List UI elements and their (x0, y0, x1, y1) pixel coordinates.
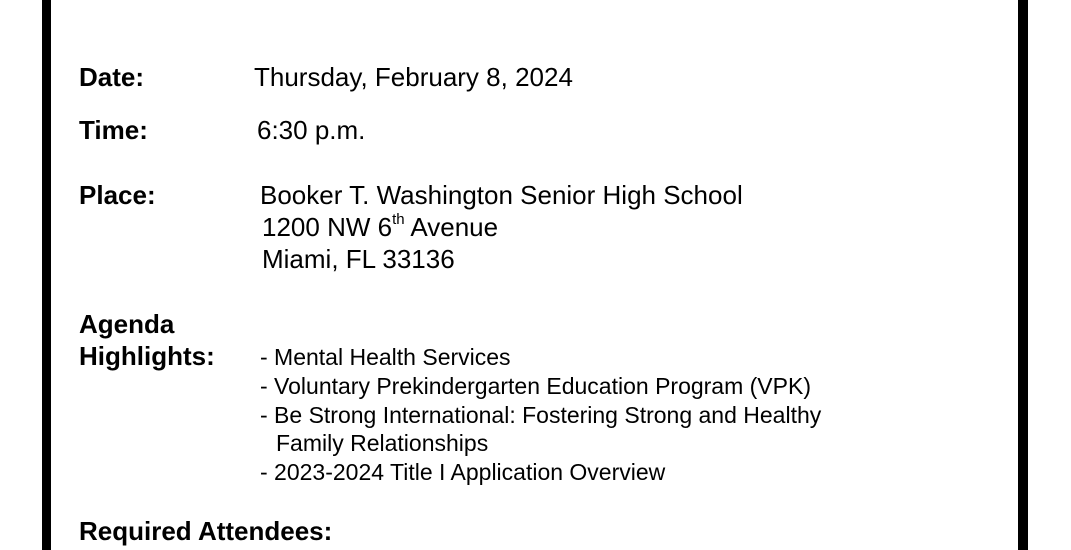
required-attendees-label: Required Attendees: (79, 516, 333, 546)
place-address-avenue: Avenue (404, 212, 499, 242)
place-address-street: 1200 NW 6 (262, 212, 393, 242)
agenda-item-continuation: Family Relationships (276, 430, 489, 456)
page-border-left (42, 0, 51, 550)
agenda-item: - Mental Health Services (260, 344, 511, 370)
page-border-right (1018, 0, 1028, 550)
place-name: Booker T. Washington Senior High School (260, 180, 743, 210)
date-value: Thursday, February 8, 2024 (254, 62, 573, 92)
place-address-ordinal: th (392, 211, 405, 229)
highlights-label: Highlights: (79, 341, 215, 371)
place-city: Miami, FL 33136 (262, 244, 455, 274)
date-label: Date: (79, 62, 145, 92)
agenda-label: Agenda (79, 309, 175, 339)
time-label: Time: (79, 115, 148, 145)
time-value: 6:30 p.m. (257, 115, 366, 145)
agenda-item: - Voluntary Prekindergarten Education Program (VPK) (260, 373, 811, 399)
agenda-item: - Be Strong International: Fostering Strong and Healthy (260, 402, 822, 428)
place-label: Place: (79, 180, 156, 210)
agenda-item: - 2023-2024 Title I Application Overview (260, 459, 666, 485)
place-address (262, 212, 498, 242)
